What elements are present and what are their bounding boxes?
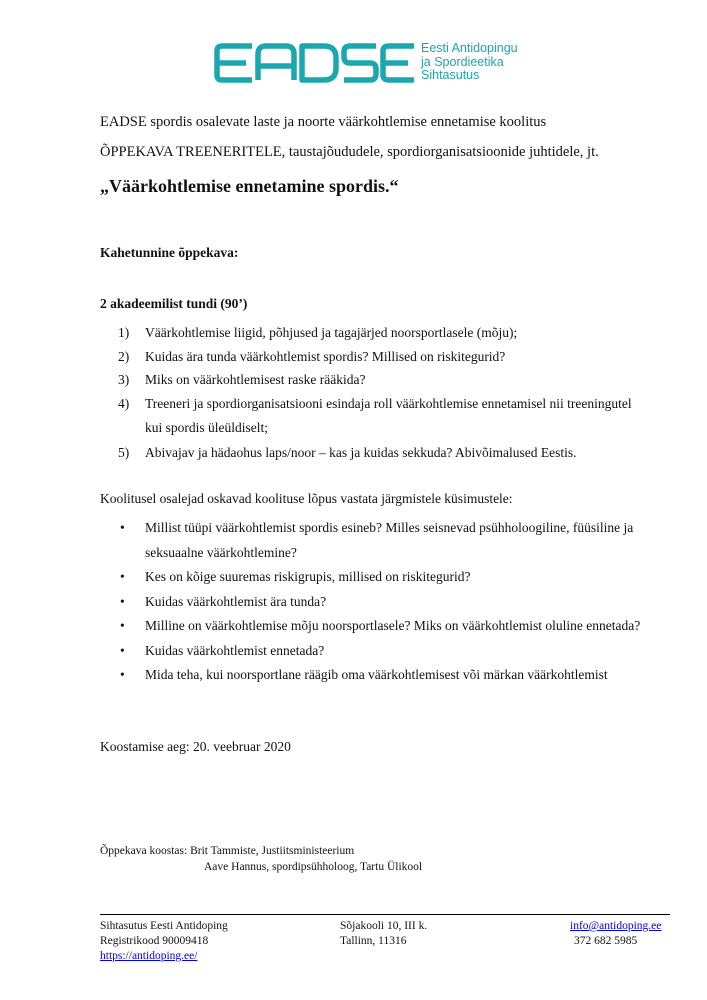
outcome-text: Kes on kõige suuremas riskigrupis, millised on riskitegurid? (145, 569, 471, 584)
logo-subtitle (421, 42, 518, 83)
footer-contact (570, 919, 661, 949)
course-heading: EADSE spordis osalevate laste ja noorte väärkohtlemise ennetamise koolitus (100, 114, 547, 130)
logo-line: Eesti Antidopingu (421, 41, 518, 55)
bullet-icon: • (120, 569, 125, 584)
footer-org-name: Sihtasutus Eesti Antidoping (100, 920, 228, 932)
topic-item (118, 321, 632, 345)
duration-label: 2 akadeemilist tundi (90’) (100, 296, 248, 311)
outcome-item (118, 639, 640, 664)
document-title: „Väärkohtlemise ennetamine spordis.“ (100, 176, 399, 196)
topic-number: 1) (118, 325, 130, 340)
outcome-item (118, 590, 640, 615)
outcome-item (118, 516, 640, 565)
topic-text: Kuidas ära tunda väärkohtlemist spordis? Millised on riskitegurid? (145, 348, 506, 364)
footer-city: Tallinn, 11316 (340, 935, 407, 947)
outcome-text: Milline on väärkohtlemise mõju noorsportlasele? Miks on väärkohtlemist oluline ennetada? (145, 618, 641, 633)
footer-phone: 372 682 5985 (574, 935, 638, 947)
bullet-icon: • (120, 593, 125, 609)
bullet-icon: • (120, 667, 125, 682)
outcome-text: seksuaalne väärkohtlemine? (145, 544, 297, 560)
topic-item (118, 368, 632, 392)
topic-item (118, 441, 632, 465)
logo-line: ja Spordieetika (421, 54, 504, 69)
outcome-text: Kuidas väärkohtlemist ära tunda? (145, 593, 327, 609)
topic-number: 3) (118, 372, 130, 387)
outcome-item (118, 663, 640, 688)
topic-item (118, 392, 632, 442)
topic-number: 5) (118, 445, 130, 460)
bullet-icon: • (120, 520, 125, 535)
outcome-text: Millist tüüpi väärkohtlemist spordis esineb? Milles seisnevad psühholoogiline, füüsiline ja (145, 520, 634, 535)
authors-line: Õppekava koostas: Brit Tammiste, Justiitsministeerium (100, 845, 355, 857)
topic-number: 2) (118, 348, 130, 364)
curriculum-label: Kahetunnine õppekava: (100, 245, 239, 260)
topic-text: Miks on väärkohtlemisest raske rääkida? (145, 372, 366, 387)
topic-list (118, 321, 632, 465)
topic-text: kui spordis üleüldiselt; (145, 420, 268, 435)
outcome-text: Kuidas väärkohtlemist ennetada? (145, 642, 325, 658)
footer (100, 914, 670, 962)
authors-line-2: Aave Hannus, spordipsühholoog, Tartu Ülikool (204, 861, 423, 873)
footer-reg-code: Registrikood 90009418 (100, 935, 209, 947)
topic-text: Väärkohtlemise liigid, põhjused ja tagajärjed noorsportlasele (mõju); (145, 325, 518, 340)
eadse-logo (214, 42, 544, 84)
footer-organization (100, 919, 228, 964)
outcomes-intro: Koolitusel osalejad oskavad koolituse lõpus vastata järgmistele küsimustele: (100, 491, 513, 506)
logo-line: Sihtasutus (421, 68, 480, 82)
footer-email-link[interactable]: info@antidoping.ee (570, 920, 662, 932)
outcome-item (118, 614, 640, 639)
topic-number: 4) (118, 395, 130, 411)
eadse-logo-mark (214, 42, 414, 84)
outcome-text: Mida teha, kui noorsportlane räägib oma väärkohtlemisest või märkan väärkohtlemist (145, 667, 608, 682)
bullet-icon: • (120, 642, 125, 658)
topic-item (118, 345, 632, 369)
topic-text: Abivajav ja hädaohus laps/noor – kas ja kuidas sekkuda? Abivõimalused Eestis. (145, 445, 577, 460)
bullet-icon: • (120, 618, 125, 633)
footer-website-link[interactable]: https://antidoping.ee/ (100, 950, 198, 962)
outcome-list (118, 516, 640, 688)
date-line: Koostamise aeg: 20. veebruar 2020 (100, 739, 291, 754)
curriculum-audience: ÕPPEKAVA TREENERITELE, taustajõududele, spordiorganisatsioonide juhtidele, jt. (100, 144, 599, 160)
outcome-item (118, 565, 640, 590)
footer-street: Sõjakooli 10, III k. (340, 920, 428, 932)
topic-text: Treeneri ja spordiorganisatsiooni esindaja roll väärkohtlemise ennetamisel nii treeningutel (145, 395, 632, 411)
footer-address (340, 919, 427, 949)
